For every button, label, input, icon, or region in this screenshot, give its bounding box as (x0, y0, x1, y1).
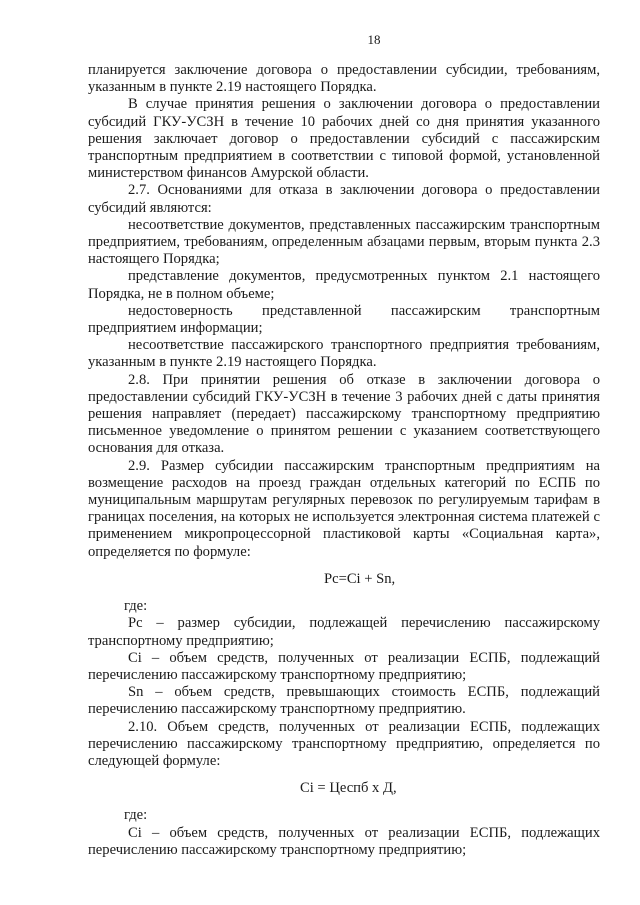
paragraph: недостоверность представленной пассажирским транспортным предприятием информации; (88, 302, 600, 337)
formula-subsidy: Pc=Ci + Sn, (324, 570, 396, 587)
definition: Pc – размер субсидии, подлежащей перечислению пассажирскому транспортному предприятию; (88, 615, 600, 649)
paragraph: представление документов, предусмотренных пунктом 2.1 настоящего Порядка, не в полном объеме; (88, 268, 600, 302)
paragraph: 2.7. Основаниями для отказа в заключении договора о предоставлении субсидий являются: (88, 182, 600, 216)
where-label: где: (124, 807, 148, 824)
where-label: где: (124, 598, 148, 615)
formula-volume: Ci = Цеспб х Д, (300, 780, 397, 797)
definition: Ci – объем средств, полученных от реализации ЕСПБ, подлежащий перечислению пассажирскому транспортному предприятию; (88, 649, 600, 683)
definition: Sn – объем средств, превышающих стоимость ЕСПБ, подлежащий перечислению пассажирскому транспортному предприятию. (88, 684, 600, 718)
paragraph: планируется заключение договора о предоставлении субсидии, требованиям, указанным в пункте 2.19 настоящего Порядка. (88, 62, 600, 96)
paragraph: В случае принятия решения о заключении договора о предоставлении субсидий ГКУ-УСЗН в течение 10 рабочих дней со дня принятия указанного решения заключает договор о предоставлении субсидий с пассажирским транспортным предприятием в соответствии с типовой формой, установленной министерством финансов Амурской области. (88, 96, 600, 182)
page-number: 18 (367, 32, 381, 47)
paragraph: 2.10. Объем средств, полученных от реализации ЕСПБ, подлежащих перечислению пассажирскому транспортному предприятию, определяется по следующей формуле: (88, 718, 600, 769)
definition: Ci – объем средств, полученных от реализации ЕСПБ, подлежащих перечислению пассажирскому транспортному предприятию; (88, 824, 600, 858)
paragraph: несоответствие пассажирского транспортного предприятия требованиям, указанным в пункте 2.19 настоящего Порядка. (88, 337, 600, 371)
paragraph: 2.8. При принятии решения об отказе в заключении договора о предоставлении субсидий ГКУ-УСЗН в течение 3 рабочих дней с даты принятия решения направляет (передает) пассажирскому транспортному предприятию письменное уведомление о принятом решении с указанием соответствующего основания для отказа. (88, 371, 600, 457)
paragraph: 2.9. Размер субсидии пассажирским транспортным предприятиям на возмещение расходов на проезд граждан отдельных категорий по ЕСПБ по муниципальным маршрутам регулярных перевозок по регулируемым тарифам в границах поселения, на которых не используется электронная система платежей с применением микропроцессорной пластиковой карты «Социальная карта», определяется по формуле: (88, 457, 600, 560)
paragraph: несоответствие документов, представленных пассажирским транспортным предприятием, требованиям, определенным абзацами первым, вторым пункта 2.3 настоящего Порядка; (88, 216, 600, 268)
